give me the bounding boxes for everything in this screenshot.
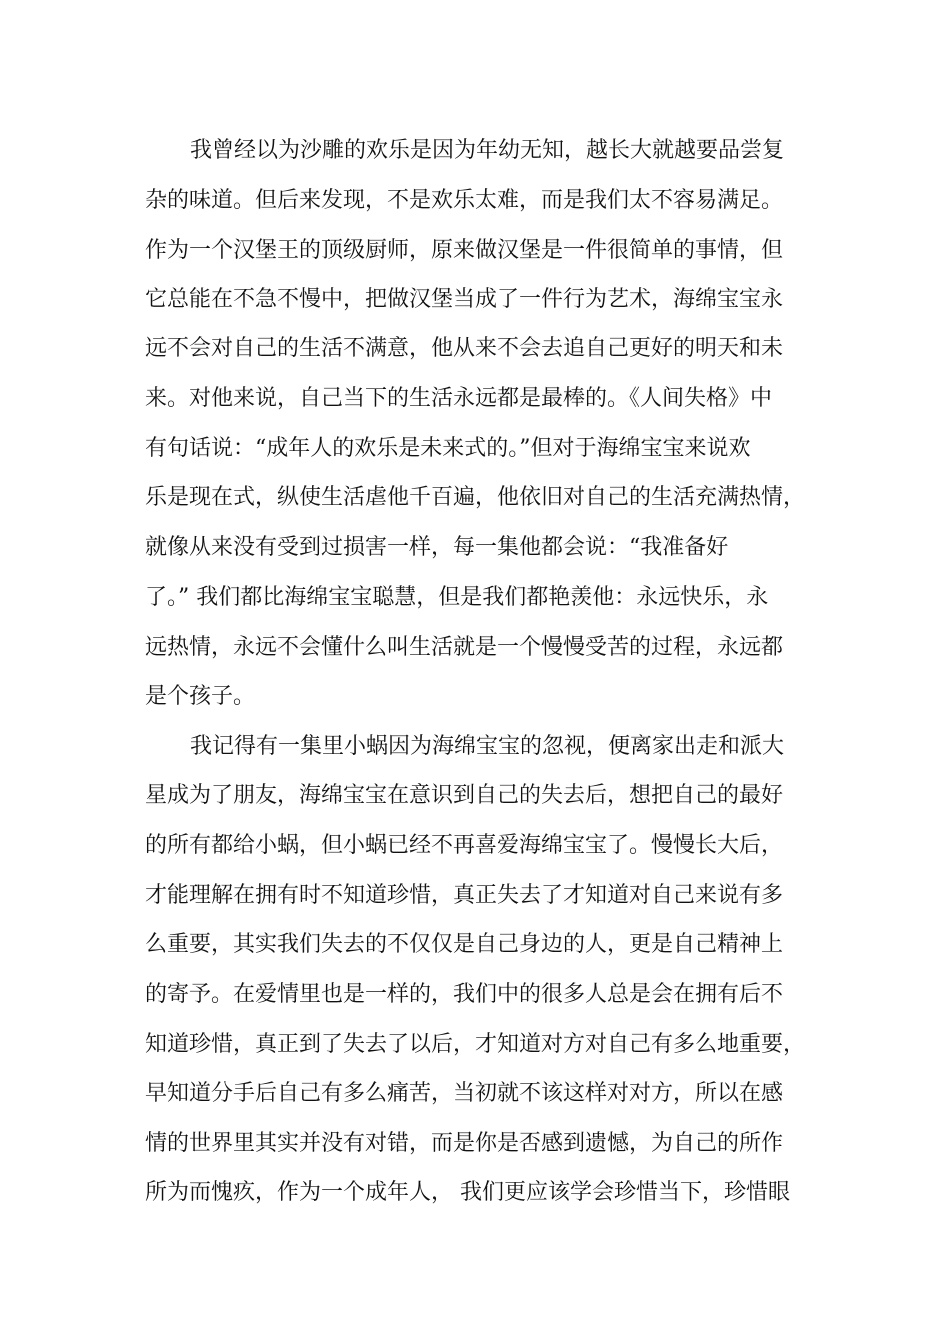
paragraph-2-line-8: 早知道分手后自己有多么痛苦，当初就不该这样对对方，所以在感 — [145, 1081, 784, 1106]
paragraph-2-line-5: 么重要，其实我们失去的不仅仅是自己身边的人，更是自己精神上 — [145, 932, 784, 957]
paragraph-1-line-1: 我曾经以为沙雕的欢乐是因为年幼无知，越长大就越要品尝复 — [190, 138, 785, 163]
paragraph-1-line-3: 作为一个汉堡王的顶级厨师，原来做汉堡是一件很简单的事情，但 — [145, 238, 784, 263]
paragraph-2-line-1: 我记得有一集里小蜗因为海绵宝宝的忽视，便离家出走和派大 — [190, 734, 785, 759]
paragraph-2-line-3: 的所有都给小蜗，但小蜗已经不再喜爱海绵宝宝了。慢慢长大后， — [145, 833, 784, 858]
paragraph-1-line-10: 了。” 我们都比海绵宝宝聪慧，但是我们都艳羡他：永远快乐，永 — [145, 585, 769, 610]
paragraph-1-line-6: 来。对他来说，自己当下的生活永远都是最棒的。《人间失格》中 — [145, 386, 773, 411]
paragraph-1-line-4: 它总能在不急不慢中，把做汉堡当成了一件行为艺术，海绵宝宝永 — [145, 287, 784, 312]
paragraph-2-line-9: 情的世界里其实并没有对错，而是你是否感到遗憾，为自己的所作 — [145, 1131, 784, 1156]
paragraph-1-line-12: 是个孩子。 — [145, 684, 256, 709]
paragraph-1-line-8: 乐是现在式，纵使生活虐他千百遍，他依旧对自己的生活充满热情， — [145, 485, 806, 510]
paragraph-1-line-9: 就像从来没有受到过损害一样，每一集他都会说：“我准备好 — [145, 535, 729, 560]
paragraph-1-line-5: 远不会对自己的生活不满意，他从来不会去追自己更好的明天和未 — [145, 336, 784, 361]
paragraph-2-line-10: 所为而愧疚，作为一个成年人， 我们更应该学会珍惜当下，珍惜眼 — [145, 1180, 790, 1205]
paragraph-1-line-11: 远热情，永远不会懂什么叫生活就是一个慢慢受苦的过程，永远都 — [145, 635, 784, 660]
paragraph-1-line-7: 有句话说：“成年人的欢乐是未来式的。”但对于海绵宝宝来说欢 — [145, 436, 751, 461]
paragraph-1-line-2: 杂的味道。但后来发现，不是欢乐太难，而是我们太不容易满足。 — [145, 188, 784, 213]
paragraph-2-line-6: 的寄予。在爱情里也是一样的，我们中的很多人总是会在拥有后不 — [145, 982, 784, 1007]
paragraph-2-line-7: 知道珍惜，真正到了失去了以后，才知道对方对自己有多么地重要， — [145, 1032, 806, 1057]
paragraph-2-line-4: 才能理解在拥有时不知道珍惜，真正失去了才知道对自己来说有多 — [145, 883, 784, 908]
paragraph-2-line-2: 星成为了朋友，海绵宝宝在意识到自己的失去后，想把自己的最好 — [145, 783, 784, 808]
